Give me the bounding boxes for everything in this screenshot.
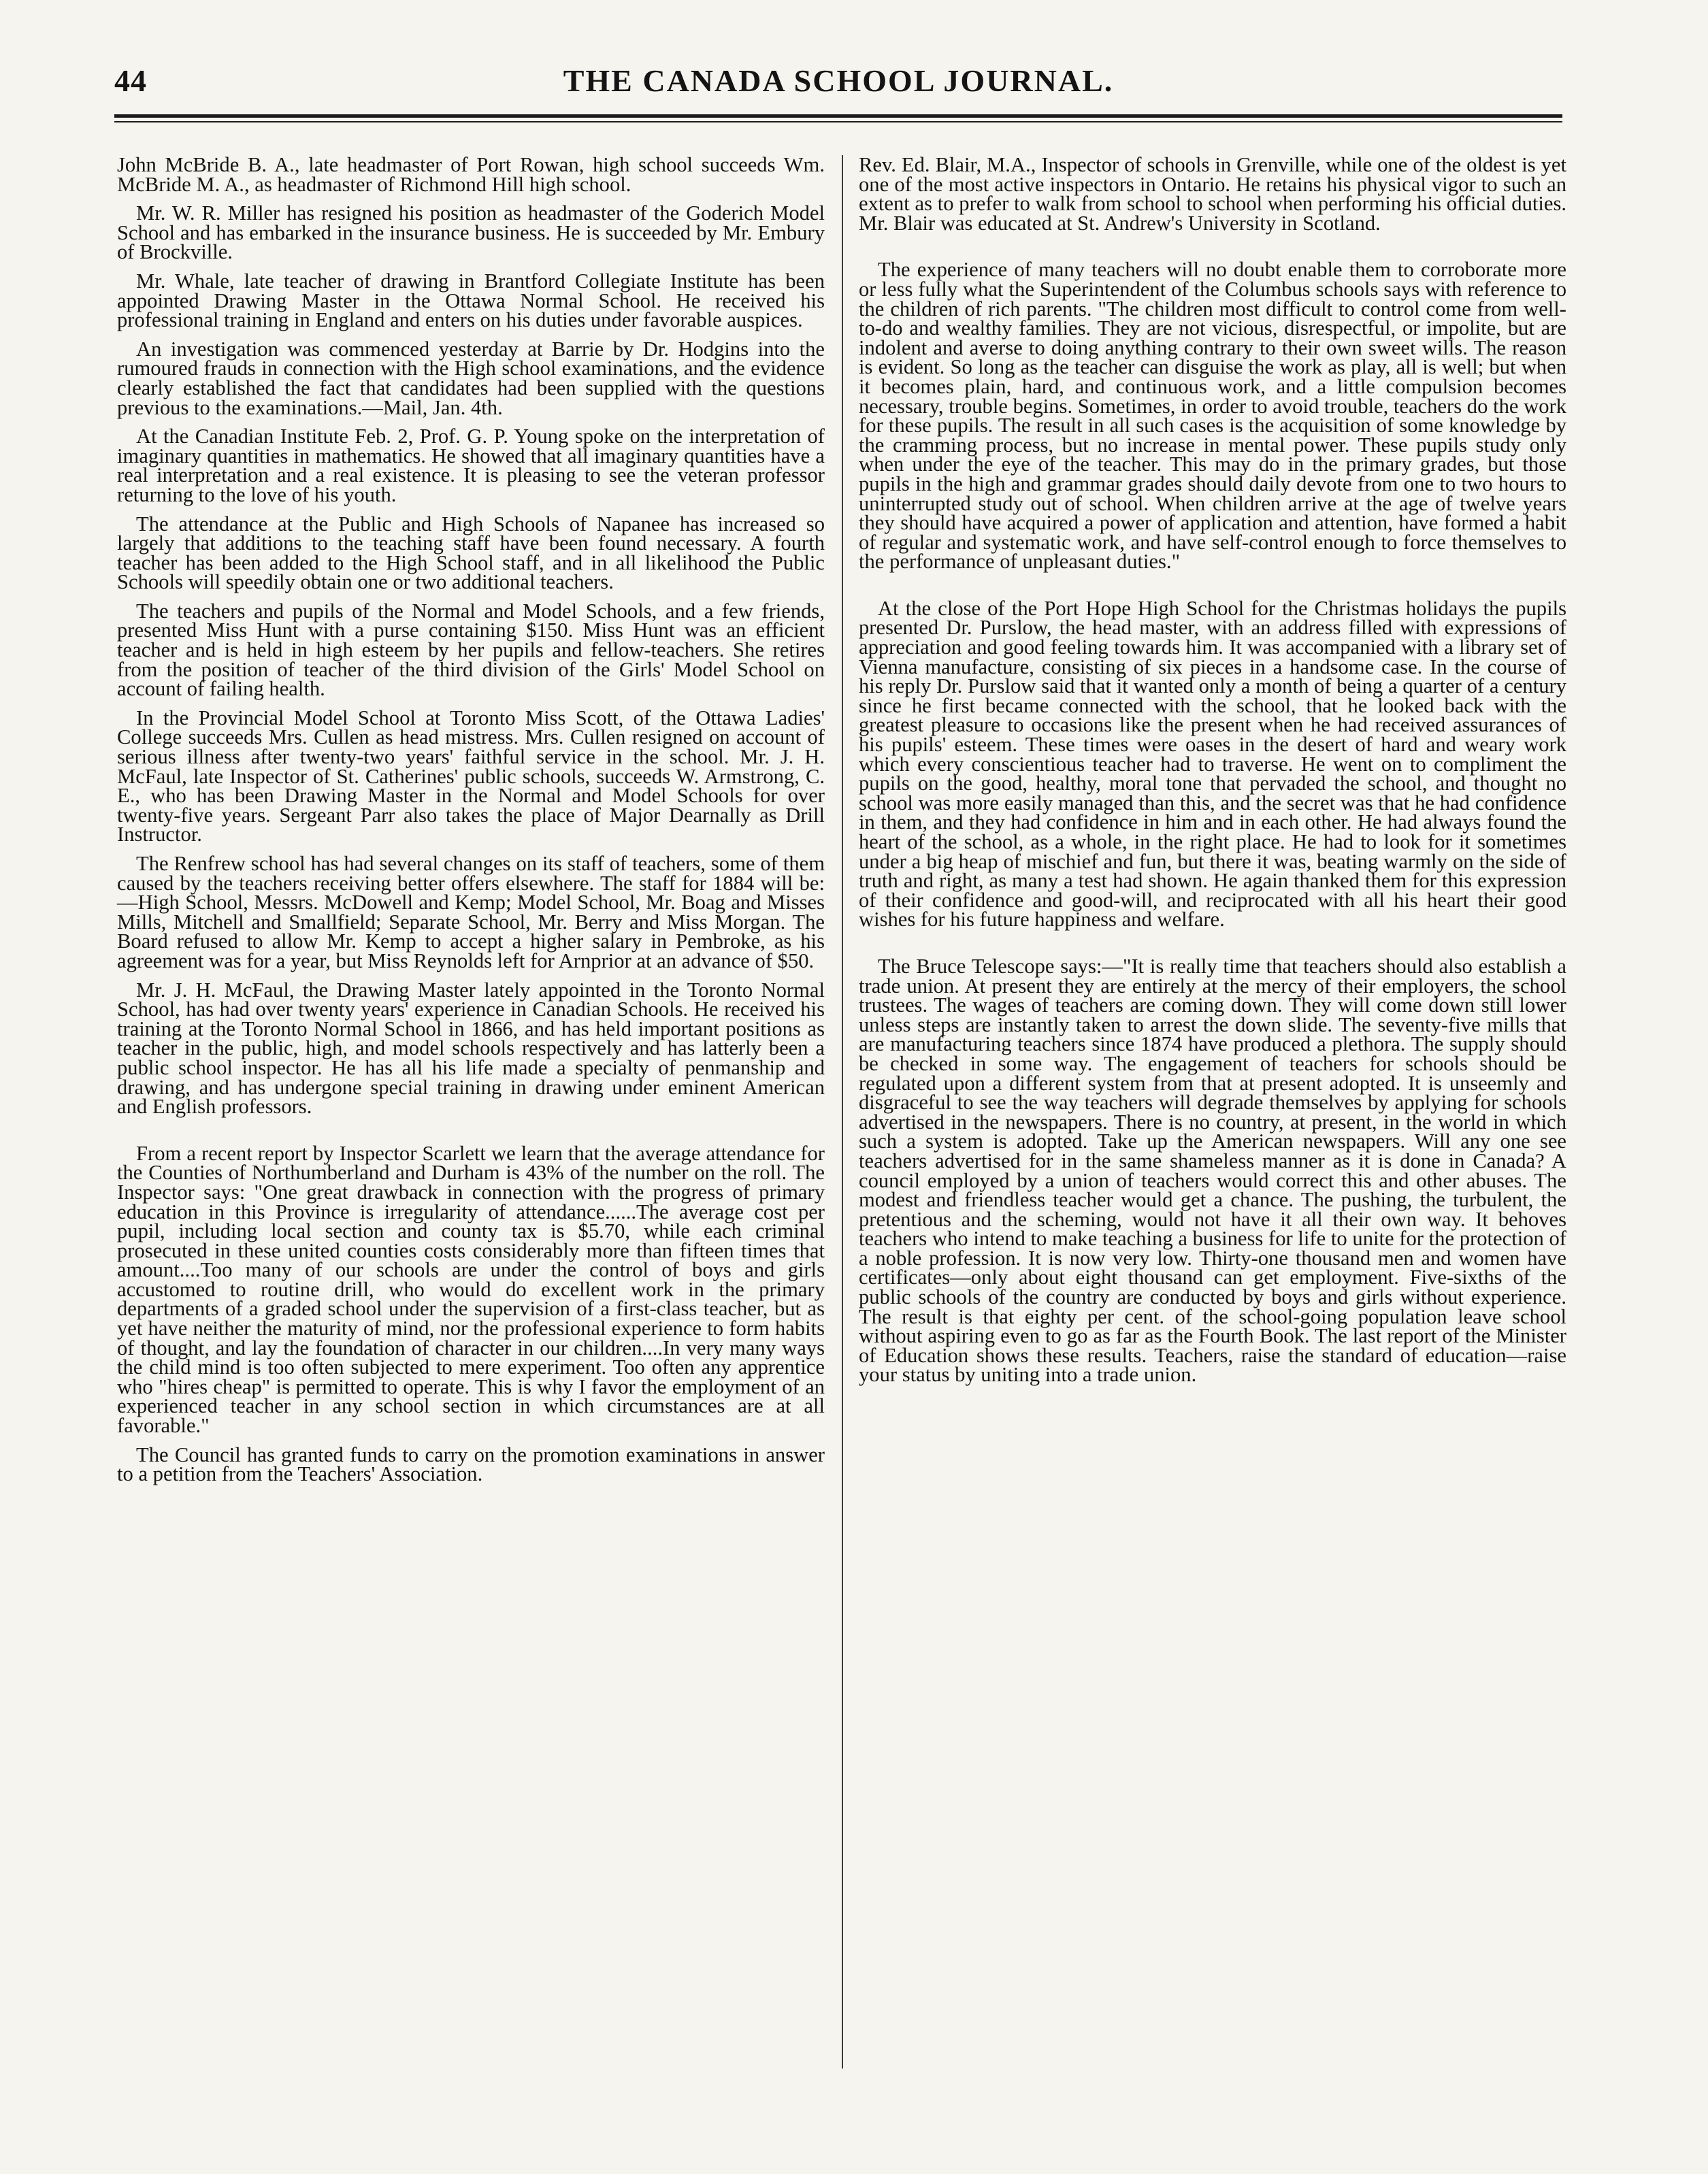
header-rule-thin bbox=[114, 121, 1562, 122]
left-column bbox=[117, 155, 825, 1494]
article-barrie-investigation: An investigation was commenced yesterday at Barrie by Dr. Hodgins into the rumoured frauds in connection with the High school examinations, and the evidence clearly established the fact that candidates had been supplied with the questions previous to the examinations.—Mail, Jan. 4th. bbox=[117, 337, 825, 419]
article-mcbride: John McBride B. A., late headmaster of Port Rowan, high school succeeds Wm. McBride M. A., as headmaster of Richmond Hill high school. bbox=[117, 153, 825, 196]
article-whale: Mr. Whale, late teacher of drawing in Brantford Collegiate Institute has been appointed Drawing Master in the Ottawa Normal School. He received his professional training in England and enters on his duties under favorable auspices. bbox=[117, 269, 825, 332]
article-inspector-scarlett: From a recent report by Inspector Scarlett we learn that the average attendance for the Counties of Northumberland and Durham is 43% of the number on the roll. The Inspector says: "One great drawback in connection with the progress of primary education in this Province is irregularity of attendance......The average cost per pupil, including local section and county tax is $5.70, while each criminal prosecuted in these united counties costs considerably more than fifteen times that amount....Too many of our schools are under the control of boys and girls accustomed to routine drill, who would do excellent work in the primary departments of a graded school under the supervision of a first-class teacher, but as yet have neither the maturity of mind, nor the professional experience to form habits of thought, and lay the foundation of character in our children....In very many ways the child mind is too often subjected to mere experiment. Too often any apprentice who "hires cheap" is permitted to operate. This is why I favor the employment of an experienced teacher in any school section in which circumstances are at all favorable." bbox=[117, 1141, 825, 1438]
running-title: THE CANADA SCHOOL JOURNAL. bbox=[563, 63, 1114, 98]
page-number: 44 bbox=[114, 63, 147, 98]
article-port-hope: At the close of the Port Hope High School for the Christmas holidays the pupils presented Dr. Purslow, the head master, with an address filled with expressions of appreciation and good feeling towards him. It was accompanied with a library set of Vienna manufacture, consisting of six pieces in a handsome case. In the course of his reply Dr. Purslow said that it wanted only a month of being a quarter of a century since he first became connected with the school, that he looked back with the greatest pleasure to occasions like the present when he had received assurances of his pupils' esteem. These times were oases in the desert of hard and weary work which every conscientious teacher had to traverse. He went on to compliment the pupils on the good, healthy, moral tone that pervaded the school, and thought no school was more easily managed than this, and the secret was that he had confidence in them, and they had confidence in him and in each other. He had always found the heart of the school, as a whole, in the right place. He had to look for it sometimes under a big heap of mischief and fun, but there it was, beating warmly on the side of truth and right, as many a test had shown. He again thanked them for this expression of their confidence and good-will, and reciprocated with all his heart their good wishes for his future happiness and welfare. bbox=[859, 596, 1566, 932]
article-renfrew: The Renfrew school has had several changes on its staff of teachers, some of them caused by the teachers receiving better offers elsewhere. The staff for 1884 will be:—High School, Messrs. McDowell and Kemp; Model School, Mr. Boag and Misses Mills, Mitchell and Smallfield; Separate School, Mr. Berry and Miss Morgan. The Board refused to allow Mr. Kemp to accept a higher salary in Pembroke, as his agreement was for a year, but Miss Reynolds left for Arnprior at an advance of $50. bbox=[117, 852, 825, 972]
article-bruce-telescope: The Bruce Telescope says:—"It is really time that teachers should also establish a trade union. At present they are entirely at the mercy of their employers, the school trustees. The wages of teachers are coming down. They will come down still lower unless steps are instantly taken to arrest the down slide. The seventy-five mills that are manufacturing teachers since 1874 have produced a plethora. The supply should be checked in some way. The engagement of teachers for schools should be regulated upon a different system from that at present adopted. It is unseemly and disgraceful to see the way teachers will degrade themselves by applying for schools advertised in the newspapers. There is no country, at present, in the world in which such a system is adopted. Take up the American newspapers. Will any one see teachers advertised for in the same shameless manner as it is done in Canada? A council employed by a union of teachers would correct this and other abuses. The modest and friendless teacher would get a chance. The pushing, the turbulent, the pretentious and the scheming, would not have it all their own way. It behoves teachers who intend to make teaching a business for life to unite for the protection of a noble profession. It is now very low. Thirty-one thousand men and women have certificates—only about eight thousand can get employment. Five-sixths of the public schools of the country are conducted by boys and girls without experience. The result is that eighty per cent. of the school-going population leave school without aspiring even to go as far as the Fourth Book. The last report of the Minister of Education shows these results. Teachers, raise the standard of education—raise your status by uniting into a trade union. bbox=[859, 954, 1566, 1387]
article-columbus-schools: The experience of many teachers will no doubt enable them to corroborate more or less fully what the Superintendent of the Columbus schools says with reference to the children of rich parents. "The children most difficult to control come from well-to-do and wealthy families. They are not vicious, disrespectful, or impolite, but are indolent and averse to doing anything contrary to their own sweet wills. The reason is evident. So long as the teacher can disguise the work as play, all is well; but when it becomes plain, hard, and continuous work, and a little compulsion becomes necessary, trouble begins. Sometimes, in order to avoid trouble, teachers do the work for these pupils. The result in all such cases is the acquisition of some knowledge by the cramming process, but no increase in mental power. These pupils study only when under the eye of the teacher. This may do in the primary grades, but those pupils in the high and grammar grades should daily devote from one to two hours to uninterrupted study out of school. When children arrive at the age of twelve years they should have acquired a power of application and attention, have formed a habit of regular and systematic work, and have self-control enough to force themselves to the performance of unpleasant duties." bbox=[859, 258, 1566, 574]
article-provincial-model-school: In the Provincial Model School at Toronto Miss Scott, of the Ottawa Ladies' College succeeds Mrs. Cullen as head mistress. Mrs. Cullen resigned on account of serious illness after twenty-two years' faithful service in the school. Mr. J. H. McFaul, late Inspector of St. Catherines' public schools, succeeds W. Armstrong, C. E., who has been Drawing Master in the Normal and Model Schools for over twenty-five years. Sergeant Parr also takes the place of Major Dearnally as Drill Instructor. bbox=[117, 706, 825, 846]
header-rule-thick bbox=[114, 114, 1562, 118]
article-mcfaul: Mr. J. H. McFaul, the Drawing Master lately appointed in the Toronto Normal School, has had over twenty years' experience in Canadian Schools. He received his training at the Toronto Normal School in 1866, and has held important positions as teacher in the public, high, and model schools respectively and has latterly been a public school inspector. He has all his life made a specialty of penmanship and drawing, and has undergone special training in drawing under eminent American and English professors. bbox=[117, 978, 825, 1119]
article-miller: Mr. W. R. Miller has resigned his position as headmaster of the Goderich Model School and has embarked in the insurance business. He is succeeded by Mr. Embury of Brockville. bbox=[117, 201, 825, 264]
article-blair: Rev. Ed. Blair, M.A., Inspector of schools in Grenville, while one of the oldest is yet one of the most active inspectors in Ontario. He retains his physical vigor to such an extent as to prefer to walk from school to school when performing his official duties. Mr. Blair was educated at St. Andrew's University in Scotland. bbox=[859, 153, 1566, 235]
page-header bbox=[114, 63, 1562, 110]
column-divider bbox=[842, 155, 843, 2069]
article-napanee: The attendance at the Public and High Schools of Napanee has increased so largely that additions to the teaching staff have been found necessary. A fourth teacher has been added to the High School staff, and in all likelihood the Public Schools will speedily obtain one or two additional teachers. bbox=[117, 512, 825, 594]
article-canadian-institute: At the Canadian Institute Feb. 2, Prof. G. P. Young spoke on the interpretation of imaginary quantities in mathematics. He showed that all imaginary quantities have a real interpretation and a real existence. It is pleasing to see the veteran professor returning to the love of his youth. bbox=[117, 425, 825, 506]
right-column bbox=[859, 155, 1566, 1394]
article-miss-hunt: The teachers and pupils of the Normal and Model Schools, and a few friends, presented Miss Hunt with a purse containing $150. Miss Hunt was an efficient teacher and is held in high esteem by her pupils and fellow-teachers. She retires from the position of teacher of the third division of the Girls' Model School on account of failing health. bbox=[117, 599, 825, 701]
article-council-funds: The Council has granted funds to carry on the promotion examinations in answer to a petition from the Teachers' Association. bbox=[117, 1443, 825, 1486]
